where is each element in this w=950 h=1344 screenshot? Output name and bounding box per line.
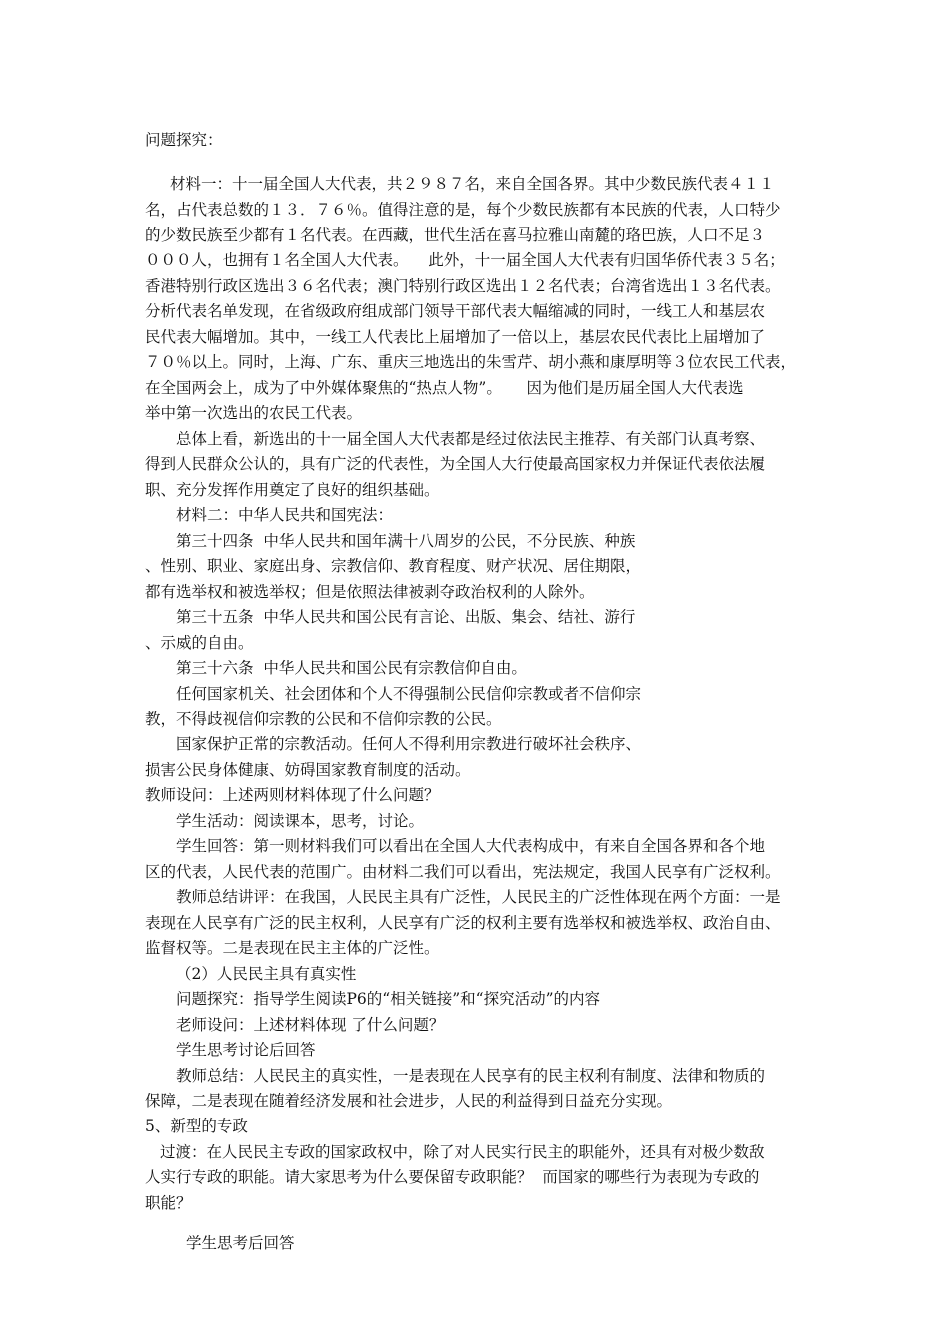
text-line: 监督权等。二是表现在民主主体的广泛性。 <box>145 939 440 957</box>
text-line: 老师设问：上述材料体现 了什么问题？ <box>176 1016 445 1034</box>
text-line: 学生活动：阅读课本，思考，讨论。 <box>176 812 425 830</box>
text-line: 分析代表名单发现，在省级政府组成部门领导干部代表大幅缩减的同时，一线工人和基层农 <box>145 302 766 320</box>
text-line: 在全国两会上，成为了中外媒体聚焦的“热点人物”。 因为他们是历届全国人大代表选 <box>145 379 744 397</box>
text-line: 教师设问：上述两则材料体现了什么问题？ <box>145 786 440 804</box>
text-line: 职能？ <box>145 1194 192 1212</box>
text-line: 总体上看，新选出的十一届全国人大代表都是经过依法民主推荐、有关部门认真考察、 <box>176 430 766 448</box>
text-line: 表现在人民享有广泛的民主权利，人民享有广泛的权利主要有选举权和被选举权、政治自由、 <box>145 914 781 932</box>
section-heading: 问题探究： <box>145 131 223 149</box>
text-line: 学生思考后回答 <box>186 1234 295 1252</box>
text-line: 、性别、职业、家庭出身、宗教信仰、教育程度、财产状况、居住期限， <box>145 557 642 575</box>
text-line: 名，占代表总数的１３．７６％。值得注意的是，每个少数民族都有本民族的代表，人口特少 <box>145 201 781 219</box>
text-line: 教师总结讲评：在我国，人民民主具有广泛性，人民民主的广泛性体现在两个方面：一是 <box>176 888 781 906</box>
text-line: 第三十四条 中华人民共和国年满十八周岁的公民，不分民族、种族 <box>176 532 636 550</box>
text-line: ７０％以上。同时，上海、广东、重庆三地选出的朱雪芹、胡小燕和康厚明等３位农民工代表， <box>145 353 797 371</box>
text-line: 、示威的自由。 <box>145 634 254 652</box>
text-line: 举中第一次选出的农民工代表。 <box>145 404 363 422</box>
text-line: 人实行专政的职能。请大家思考为什么要保留专政职能？ 而国家的哪些行为表现为专政的 <box>145 1168 760 1186</box>
text-line: 区的代表，人民代表的范围广。由材料二我们可以看出，宪法规定，我国人民享有广泛权利。 <box>145 863 781 881</box>
text-line: 教，不得歧视信仰宗教的公民和不信仰宗教的公民。 <box>145 710 502 728</box>
text-line: 得到人民群众公认的，具有广泛的代表性，为全国人大行使最高国家权力并保证代表依法履 <box>145 455 766 473</box>
text-line: 教师总结：人民民主的真实性，一是表现在人民享有的民主权利有制度、法律和物质的 <box>176 1067 766 1085</box>
text-line: 国家保护正常的宗教活动。任何人不得利用宗教进行破坏社会秩序、 <box>176 735 642 753</box>
text-line: 学生回答：第一则材料我们可以看出在全国人大代表构成中，有来自全国各界和各个地 <box>176 837 766 855</box>
text-line: 学生思考讨论后回答 <box>176 1041 316 1059</box>
text-line: 香港特别行政区选出３６名代表；澳门特别行政区选出１２名代表；台湾省选出１３名代表。 <box>145 277 781 295</box>
text-line: 职、充分发挥作用奠定了良好的组织基础。 <box>145 481 440 499</box>
text-line: 第三十五条 中华人民共和国公民有言论、出版、集会、结社、游行 <box>176 608 636 626</box>
text-line: 都有选举权和被选举权；但是依照法律被剥夺政治权利的人除外。 <box>145 583 595 601</box>
text-line: 材料一：十一届全国人大代表，共２９８７名，来自全国各界。其中少数民族代表４１１ <box>170 175 775 193</box>
text-line: 问题探究：指导学生阅读P6的“相关链接”和“探究活动”的内容 <box>176 990 600 1008</box>
text-line: 保障，二是表现在随着经济发展和社会进步，人民的利益得到日益充分实现。 <box>145 1092 673 1110</box>
text-line: 损害公民身体健康、妨碍国家教育制度的活动。 <box>145 761 471 779</box>
text-line: 5、新型的专政 <box>145 1117 248 1135</box>
text-line: 的少数民族至少都有１名代表。在西藏，世代生活在喜马拉雅山南麓的珞巴族，人口不足３ <box>145 226 766 244</box>
text-line: （2）人民民主具有真实性 <box>176 965 357 983</box>
text-line: ０００人，也拥有１名全国人大代表。 此外，十一届全国人大代表有归国华侨代表３５名； <box>145 251 785 269</box>
text-line: 材料二：中华人民共和国宪法： <box>176 506 394 524</box>
text-line: 过渡：在人民民主专政的国家政权中，除了对人民实行民主的职能外，还具有对极少数敌 <box>160 1143 765 1161</box>
text-line: 民代表大幅增加。其中，一线工人代表比上届增加了一倍以上，基层农民代表比上届增加了 <box>145 328 766 346</box>
text-line: 第三十六条 中华人民共和国公民有宗教信仰自由。 <box>176 659 527 677</box>
text-line: 任何国家机关、社会团体和个人不得强制公民信仰宗教或者不信仰宗 <box>176 685 642 703</box>
